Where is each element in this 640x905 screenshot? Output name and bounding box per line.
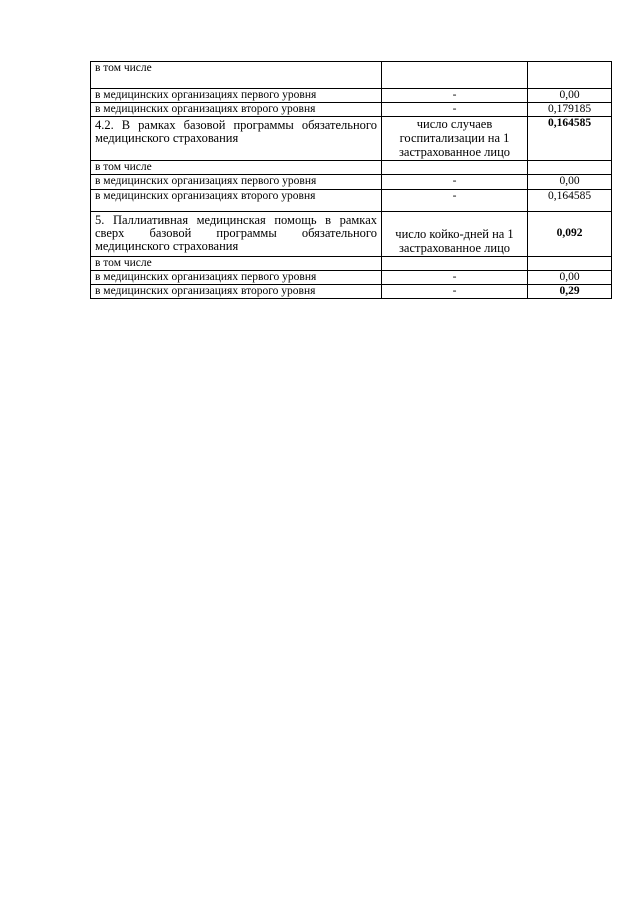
- row-label: в том числе: [91, 161, 382, 175]
- row-label: 5. Паллиативная медицинская помощь в рамках сверх базовой программы обязательного медицинского страхования: [91, 212, 382, 257]
- row-value: [528, 161, 612, 175]
- row-value: 0,00: [528, 89, 612, 103]
- table-row: [91, 62, 612, 89]
- table-row: [91, 212, 612, 257]
- row-value: [528, 257, 612, 271]
- table-row: [91, 271, 612, 285]
- table-row: [91, 103, 612, 117]
- row-value: 0,164585: [528, 190, 612, 212]
- row-unit: -: [382, 89, 528, 103]
- row-label: в медицинских организациях второго уровня: [91, 285, 382, 299]
- row-unit: -: [382, 103, 528, 117]
- row-value: [528, 62, 612, 89]
- row-value: 0,092: [528, 212, 612, 257]
- row-label: в том числе: [91, 62, 382, 89]
- row-value: 0,00: [528, 175, 612, 190]
- table-row: [91, 117, 612, 161]
- table-row: [91, 89, 612, 103]
- row-unit: [382, 161, 528, 175]
- row-unit: -: [382, 190, 528, 212]
- table-row: [91, 190, 612, 212]
- row-value: 0,29: [528, 285, 612, 299]
- volume-table: [90, 61, 612, 299]
- table-row: [91, 257, 612, 271]
- row-label: в медицинских организациях первого уровня: [91, 175, 382, 190]
- row-unit: -: [382, 271, 528, 285]
- row-label: в медицинских организациях второго уровня: [91, 190, 382, 212]
- row-unit: [382, 257, 528, 271]
- row-value: 0,00: [528, 271, 612, 285]
- row-label: в медицинских организациях первого уровня: [91, 89, 382, 103]
- row-unit: -: [382, 285, 528, 299]
- row-value: 0,179185: [528, 103, 612, 117]
- row-unit: [382, 62, 528, 89]
- row-value: 0,164585: [528, 117, 612, 161]
- row-label: 4.2. В рамках базовой программы обязательного медицинского страхования: [91, 117, 382, 161]
- table-row: [91, 175, 612, 190]
- row-unit: число случаев госпитализации на 1 застрахованное лицо: [382, 117, 528, 161]
- table-row: [91, 161, 612, 175]
- row-label: в медицинских организациях второго уровня: [91, 103, 382, 117]
- row-unit: -: [382, 175, 528, 190]
- row-unit: число койко-дней на 1 застрахованное лицо: [382, 212, 528, 257]
- row-label: в медицинских организациях первого уровня: [91, 271, 382, 285]
- table-row: [91, 285, 612, 299]
- row-label: в том числе: [91, 257, 382, 271]
